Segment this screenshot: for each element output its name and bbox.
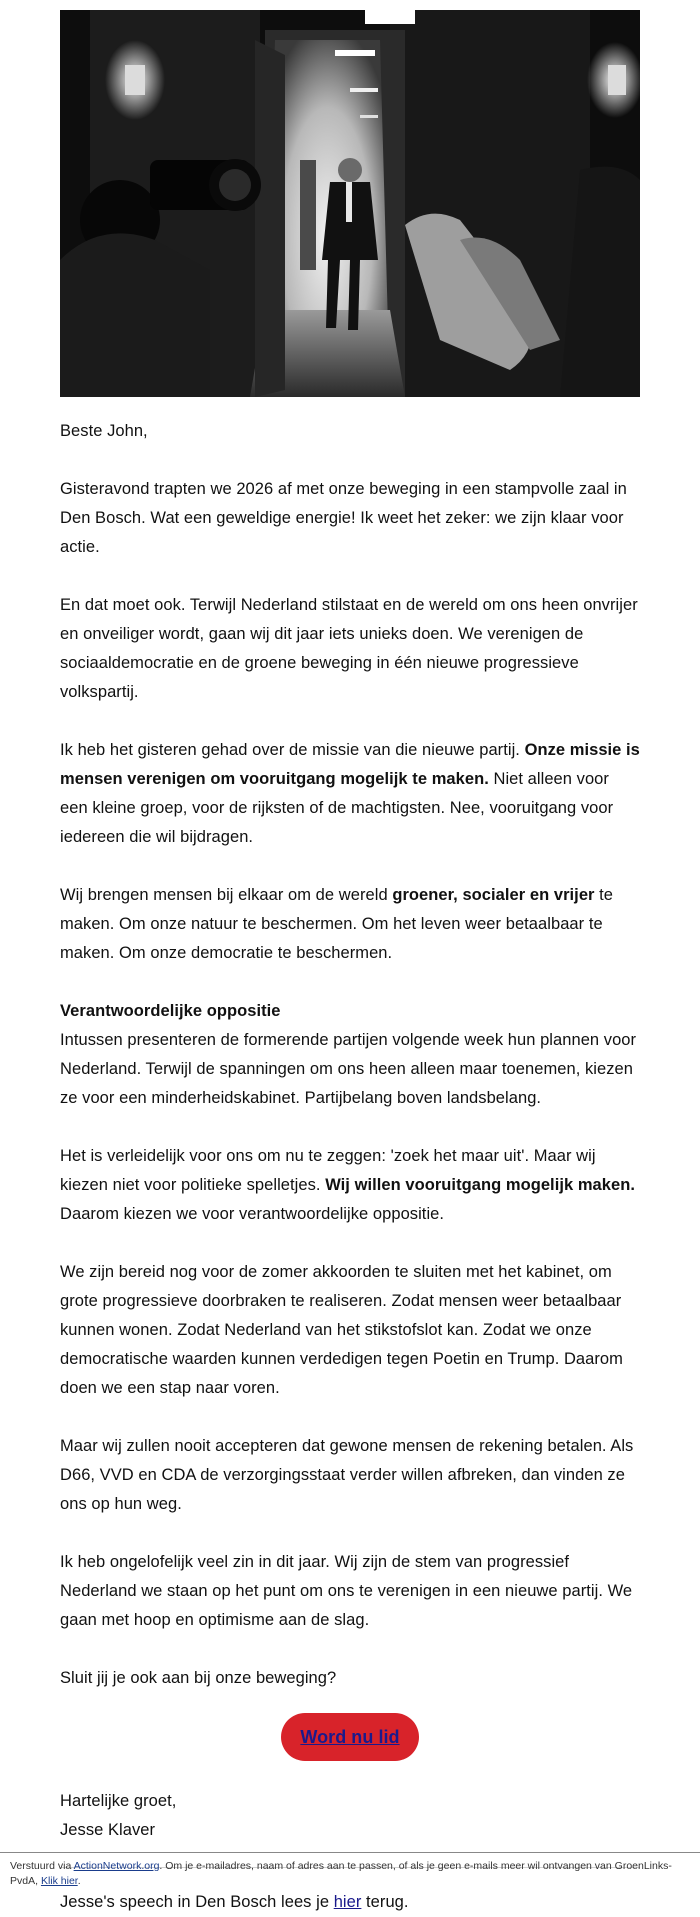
join-button[interactable]: Word nu lid xyxy=(281,1713,419,1761)
footer-text-end: . xyxy=(77,1875,81,1887)
hero-photo xyxy=(60,10,640,397)
paragraph-6 xyxy=(60,1142,640,1229)
cta-container xyxy=(60,1713,640,1765)
progress-emphasis: Wij willen vooruitgang mogelijk maken. xyxy=(325,1176,635,1194)
values-emphasis: groener, socialer en vrijer xyxy=(392,886,595,904)
paragraph-3 xyxy=(60,736,640,852)
paragraph-4 xyxy=(60,881,640,968)
footer-text: Verstuurd via xyxy=(10,1860,74,1872)
signature: Jesse Klaver xyxy=(60,1821,156,1839)
paragraph-10: Sluit jij je ook aan bij onze beweging? xyxy=(60,1669,337,1687)
paragraph-6-text-end: Daarom kiezen we voor verantwoordelijke oppositie. xyxy=(60,1205,445,1223)
greeting: Beste John, xyxy=(60,422,148,440)
unsubscribe-link[interactable]: Klik hier xyxy=(40,1875,78,1887)
paragraph-7: We zijn bereid nog voor de zomer akkoorden te sluiten met het kabinet, om grote progressieve doorbraken te realiseren. Zodat mensen weer betaalbaar kunnen wonen. Zodat Nederland van het stikstofslot kan. Zodat we onze democratische waarden kunnen verdedigen tegen Poetin en Trump. Daarom doen we een stap naar voren. xyxy=(60,1263,623,1397)
speech-line xyxy=(60,1888,640,1917)
paragraph-5: Intussen presenteren de formerende partijen volgende week hun plannen voor Nederland. Terwijl de spanningen om ons heen alleen maar toenemen, kiezen ze voor een minderheidskabinet. Partijbelang boven landsbelang. xyxy=(60,1031,637,1107)
speech-text: Jesse's speech in Den Bosch lees je xyxy=(60,1893,334,1911)
actionnetwork-link[interactable]: ActionNetwork.org xyxy=(73,1860,160,1872)
paragraph-3-text: Ik heb het gisteren gehad over de missie van die nieuwe partij. xyxy=(60,741,525,759)
paragraph-1: Gisteravond trapten we 2026 af met onze beweging in een stampvolle zaal in Den Bosch. Wat een geweldige energie! Ik weet het zeker: we zijn klaar voor actie. xyxy=(60,480,627,556)
email-body xyxy=(60,0,640,1917)
section-heading: Verantwoordelijke oppositie xyxy=(60,1002,281,1020)
closing: Hartelijke groet, xyxy=(60,1792,177,1810)
paragraph-3-text-end: Niet alleen voor een kleine groep, voor de rijksten of de machtigsten. Nee, vooruitgang voor iedereen die wil bijdragen. xyxy=(60,770,614,846)
mission-statement: Onze missie is mensen verenigen om vooruitgang mogelijk te maken. xyxy=(60,741,640,788)
footer-text-middle: . Om je e-mailadres, naam of adres aan te passen, of als je geen e-mails meer wil ontvangen van GroenLinks-PvdA, xyxy=(10,1860,672,1887)
footer xyxy=(0,1852,700,1889)
email-content xyxy=(60,417,640,1917)
speech-text-end: terug. xyxy=(361,1893,409,1911)
paragraph-8: Maar wij zullen nooit accepteren dat gewone mensen de rekening betalen. Als D66, VVD en CDA de verzorgingsstaat verder willen afbreken, dan vinden ze ons op hun weg. xyxy=(60,1437,634,1513)
speech-link[interactable]: hier xyxy=(333,1893,362,1911)
paragraph-9: Ik heb ongelofelijk veel zin in dit jaar. Wij zijn de stem van progressief Nederland we staan op het punt om ons te verenigen in een nieuwe partij. We gaan met hoop en optimisme aan de slag. xyxy=(60,1553,633,1629)
paragraph-2: En dat moet ook. Terwijl Nederland stilstaat en de wereld om ons heen onvrijer en onveiliger wordt, gaan wij dit jaar iets unieks doen. We verenigen de sociaaldemocratie en de groene beweging in één nieuwe progressieve volkspartij. xyxy=(60,596,638,701)
paragraph-4-text-end: te maken. Om onze natuur te beschermen. Om het leven weer betaalbaar te maken. Om onze democratie te beschermen. xyxy=(60,886,614,962)
paragraph-4-text: Wij brengen mensen bij elkaar om de wereld xyxy=(60,886,393,904)
paragraph-6-text: Het is verleidelijk voor ons om nu te zeggen: 'zoek het maar uit'. Maar wij kiezen niet voor politieke spelletjes. xyxy=(60,1147,596,1194)
